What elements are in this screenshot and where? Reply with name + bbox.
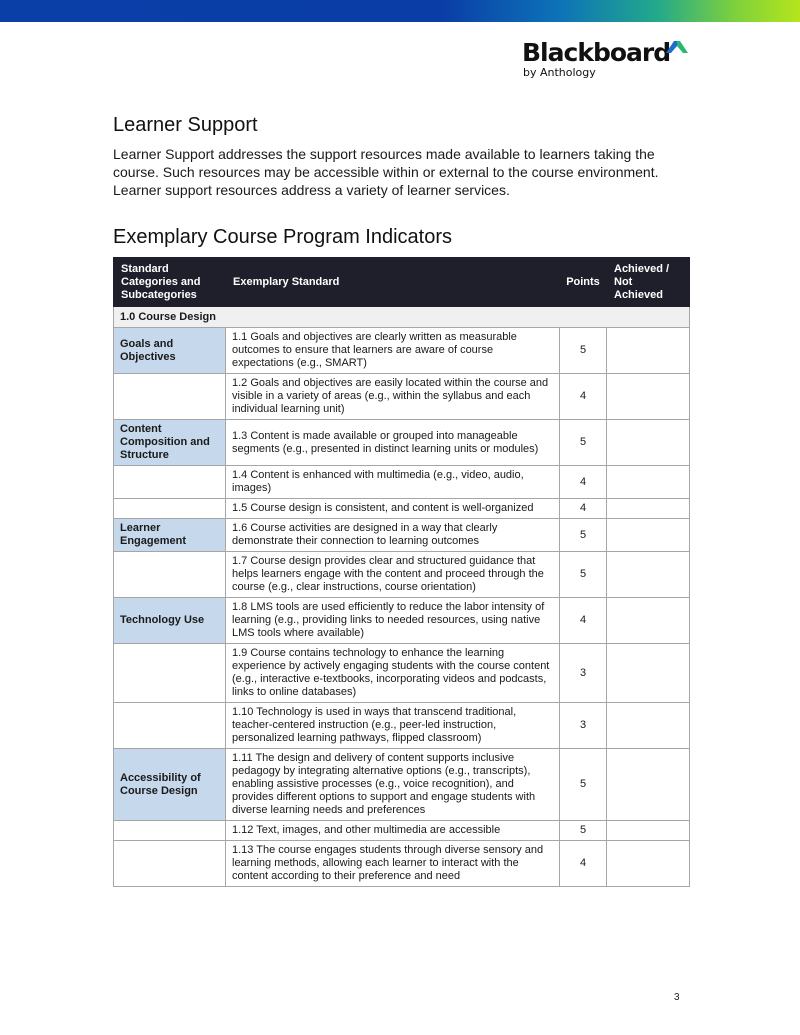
table-row	[114, 519, 690, 552]
standard-cell: 1.2 Goals and objectives are easily located within the course and visible in a variety of areas (e.g., within the syllabus and each individual learning unit)	[226, 374, 560, 420]
achieved-cell[interactable]	[607, 552, 690, 598]
category-cell: Technology Use	[114, 598, 226, 644]
points-cell: 5	[560, 420, 607, 466]
header-standard: Exemplary Standard	[226, 258, 560, 307]
achieved-cell[interactable]	[607, 328, 690, 374]
section-title: Learner Support	[113, 114, 258, 136]
standard-cell: 1.5 Course design is consistent, and content is well-organized	[226, 499, 560, 519]
achieved-cell[interactable]	[607, 519, 690, 552]
points-cell: 3	[560, 703, 607, 749]
standard-cell: 1.11 The design and delivery of content supports inclusive pedagogy by integrating alternative options (e.g., transcripts), enabling assistive processes (e.g., voice recognition), and provides different options to support and engage students with diverse learning needs and preferences	[226, 749, 560, 821]
section-description: Learner Support addresses the support resources made available to learners taking the course. Such resources may be accessible within or external to the course environment. Learner support resources address a variety of learner services.	[113, 146, 659, 198]
standard-cell: 1.3 Content is made available or grouped into manageable segments (e.g., presented in distinct learning units or modules)	[226, 420, 560, 466]
achieved-cell[interactable]	[607, 821, 690, 841]
standard-cell: 1.6 Course activities are designed in a way that clearly demonstrate their connection to learning outcomes	[226, 519, 560, 552]
group-row-course-design	[114, 307, 690, 328]
header-points: Points	[560, 258, 607, 307]
achieved-cell[interactable]	[607, 749, 690, 821]
standard-cell: 1.12 Text, images, and other multimedia are accessible	[226, 821, 560, 841]
category-cell	[114, 821, 226, 841]
table-row	[114, 821, 690, 841]
category-cell	[114, 841, 226, 887]
table-row	[114, 703, 690, 749]
points-cell: 5	[560, 749, 607, 821]
table-row	[114, 644, 690, 703]
table-row	[114, 499, 690, 519]
table-row	[114, 374, 690, 420]
category-cell	[114, 703, 226, 749]
achieved-cell[interactable]	[607, 420, 690, 466]
points-cell: 3	[560, 644, 607, 703]
standard-cell: 1.4 Content is enhanced with multimedia (e.g., video, audio, images)	[226, 466, 560, 499]
achieved-cell[interactable]	[607, 644, 690, 703]
standard-cell: 1.7 Course design provides clear and structured guidance that helps learners engage with the content and proceed through the course (e.g., clear instructions, course orientation)	[226, 552, 560, 598]
points-cell: 4	[560, 466, 607, 499]
points-cell: 5	[560, 552, 607, 598]
table-row	[114, 841, 690, 887]
table-row	[114, 598, 690, 644]
header-category: Standard Categories and Subcategories	[114, 258, 226, 307]
table-row	[114, 420, 690, 466]
points-cell: 4	[560, 499, 607, 519]
top-gradient-bar	[0, 0, 800, 22]
logo-chevron-icon	[666, 40, 688, 54]
group-label: 1.0 Course Design	[114, 307, 690, 328]
category-cell	[114, 644, 226, 703]
logo-tagline: by Anthology	[523, 66, 596, 79]
standard-cell: 1.1 Goals and objectives are clearly written as measurable outcomes to ensure that learners are aware of course expectations (e.g., SMART)	[226, 328, 560, 374]
blackboard-logo	[522, 38, 692, 82]
table-row	[114, 552, 690, 598]
points-cell: 4	[560, 374, 607, 420]
table-row	[114, 749, 690, 821]
category-cell	[114, 374, 226, 420]
logo-wordmark: Blackboard	[522, 38, 671, 67]
table-body	[114, 307, 690, 887]
category-cell	[114, 466, 226, 499]
points-cell: 4	[560, 841, 607, 887]
standard-cell: 1.10 Technology is used in ways that transcend traditional, teacher-centered instruction (e.g., peer-led instruction, personalized learning pathways, flipped classroom)	[226, 703, 560, 749]
header-achieved: Achieved / Not Achieved	[607, 258, 690, 307]
category-cell: Accessibility of Course Design	[114, 749, 226, 821]
standard-cell: 1.9 Course contains technology to enhance the learning experience by actively engaging students with the course content (e.g., interactive e-textbooks, incorporating videos and podcasts, links to online databases)	[226, 644, 560, 703]
achieved-cell[interactable]	[607, 499, 690, 519]
achieved-cell[interactable]	[607, 598, 690, 644]
category-cell: Content Composition and Structure	[114, 420, 226, 466]
category-cell: Goals and Objectives	[114, 328, 226, 374]
category-cell: Learner Engagement	[114, 519, 226, 552]
table-row	[114, 328, 690, 374]
table-title: Exemplary Course Program Indicators	[113, 226, 453, 248]
page-number: 3	[674, 992, 680, 1003]
standard-cell: 1.13 The course engages students through diverse sensory and learning methods, allowing each learner to interact with the content according to their preference and need	[226, 841, 560, 887]
achieved-cell[interactable]	[607, 703, 690, 749]
achieved-cell[interactable]	[607, 841, 690, 887]
points-cell: 5	[560, 519, 607, 552]
category-cell	[114, 499, 226, 519]
achieved-cell[interactable]	[607, 374, 690, 420]
table-header-row	[114, 258, 690, 307]
category-cell	[114, 552, 226, 598]
points-cell: 5	[560, 328, 607, 374]
table-row	[114, 466, 690, 499]
indicators-table	[113, 257, 690, 887]
points-cell: 5	[560, 821, 607, 841]
standard-cell: 1.8 LMS tools are used efficiently to reduce the labor intensity of learning (e.g., providing links to needed resources, using native LMS tools where available)	[226, 598, 560, 644]
achieved-cell[interactable]	[607, 466, 690, 499]
points-cell: 4	[560, 598, 607, 644]
